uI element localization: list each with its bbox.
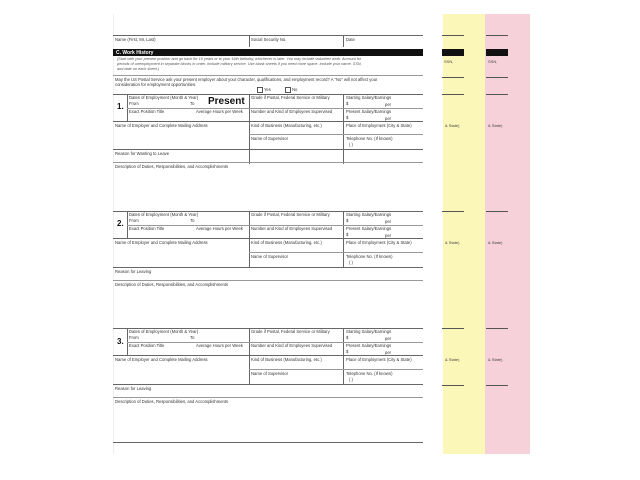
- dollar-sign: $: [346, 232, 349, 237]
- yes-label: Yes: [264, 87, 271, 92]
- dollar-sign: $: [346, 218, 349, 223]
- divider: [343, 328, 344, 385]
- yellow-copy-sheet: [440, 14, 485, 454]
- starting-salary-label: Starting Salary/Earnings: [346, 212, 392, 217]
- present-salary-label: Present Salary/Earnings: [346, 226, 392, 231]
- contact-question-line-2: consideration for employment opportunities.: [115, 82, 197, 87]
- instructions-line-3: and date on each sheet.): [117, 67, 160, 71]
- form-bottom-rule: [113, 442, 423, 443]
- to-label: To: [190, 218, 195, 223]
- phone-area-code: ( ): [349, 377, 353, 382]
- present-handwritten-value: Present: [208, 96, 245, 107]
- section-header-work-history: [113, 49, 423, 56]
- rule: [113, 384, 423, 385]
- contact-question-line-1: May the US Postal Service ask your present employer about your character, qualifications, and employment record? A "No" will not affect your: [115, 77, 378, 82]
- block-number: 1.: [117, 102, 124, 111]
- dates-label: Dates of Employment (Month & Year): [129, 329, 199, 334]
- starting-salary-label: Starting Salary/Earnings: [346, 329, 392, 334]
- per-label: per: [385, 350, 392, 355]
- yellow-rule: [442, 35, 464, 36]
- kind-business-label: Kind of Business (Manufacturing, etc.): [251, 357, 322, 362]
- from-label: From: [129, 335, 139, 340]
- from-label: From: [129, 101, 139, 106]
- present-salary-label: Present Salary/Earnings: [346, 343, 392, 348]
- yellow-state-stub-1: & State): [445, 123, 460, 128]
- pink-state-stub-3: & State): [488, 357, 503, 362]
- per-label: per: [385, 116, 392, 121]
- grade-label: Grade if Postal, Federal Service or Military: [251, 212, 330, 217]
- from-label: From: [129, 218, 139, 223]
- supervisor-label: Name of Supervisor: [251, 371, 289, 376]
- pink-rule: [486, 328, 508, 329]
- kind-business-label: Kind of Business (Manufacturing, etc.): [251, 123, 322, 128]
- avg-hours-label: Average Hours per Week: [196, 226, 243, 231]
- divider: [249, 94, 250, 164]
- reason-label: Reason for Leaving: [115, 386, 152, 391]
- no-label: No: [292, 87, 298, 92]
- divider: [249, 328, 250, 385]
- pink-rule: [486, 35, 508, 36]
- employer-label: Name of Employer and Complete Mailing Address: [115, 240, 208, 245]
- pink-rule: [486, 77, 508, 78]
- pink-rule: [486, 211, 508, 212]
- supervisor-label: Name of Supervisor: [251, 254, 289, 259]
- rule: [113, 397, 423, 398]
- rule: [113, 121, 423, 122]
- no-checkbox[interactable]: [285, 87, 291, 93]
- yellow-section-bar-stub: [442, 49, 464, 56]
- present-salary-label: Present Salary/Earnings: [346, 109, 392, 114]
- dollar-sign: $: [346, 335, 349, 340]
- exact-title-label: Exact Position Title: [129, 226, 165, 231]
- description-label: Description of Duties, Responsibilities, and Accomplishments: [115, 164, 229, 169]
- rule: [113, 238, 423, 239]
- grade-label: Grade if Postal, Federal Service or Military: [251, 95, 330, 100]
- description-label: Description of Duties, Responsibilities, and Accomplishments: [115, 282, 229, 287]
- avg-hours-label: Average Hours per Week: [196, 109, 243, 114]
- to-label: To: [190, 101, 195, 106]
- pink-copy-sheet: [484, 14, 530, 454]
- reason-label: Reason for Wanting to Leave: [115, 151, 170, 156]
- pink-section-bar-stub: [486, 49, 508, 56]
- yellow-rule: [442, 385, 464, 386]
- pink-ssn-stub: SSN,: [488, 59, 498, 64]
- starting-salary-label: Starting Salary/Earnings: [346, 95, 392, 100]
- yellow-state-stub-2: & State): [445, 240, 460, 245]
- employees-supervised-label: Number and Kind of Employees Supervised: [251, 109, 333, 114]
- yellow-rule: [442, 77, 464, 78]
- yellow-state-stub-3: & State): [445, 357, 460, 362]
- kind-business-label: Kind of Business (Manufacturing, etc.): [251, 240, 322, 245]
- telephone-label: Telephone No. (If known): [346, 254, 393, 259]
- pink-rule: [486, 385, 508, 386]
- phone-area-code: ( ): [349, 260, 353, 265]
- reason-label: Reason for Leaving: [115, 269, 152, 274]
- employees-supervised-label: Number and Kind of Employees Supervised: [251, 343, 333, 348]
- employer-label: Name of Employer and Complete Mailing Address: [115, 357, 208, 362]
- phone-area-code: ( ): [349, 142, 353, 147]
- section-title: C. Work History: [116, 49, 154, 56]
- name-label: Name (First, MI, Last): [115, 37, 156, 42]
- divider: [249, 211, 250, 268]
- to-label: To: [190, 335, 195, 340]
- description-label: Description of Duties, Responsibilities, and Accomplishments: [115, 399, 229, 404]
- rule: [113, 280, 423, 281]
- telephone-label: Telephone No. (If known): [346, 136, 393, 141]
- per-label: per: [385, 219, 392, 224]
- dates-label: Dates of Employment (Month & Year): [129, 212, 199, 217]
- rule: [249, 252, 423, 253]
- dollar-sign: $: [346, 101, 349, 106]
- dollar-sign: $: [346, 349, 349, 354]
- rule: [113, 75, 423, 76]
- rule: [113, 162, 423, 163]
- grade-label: Grade if Postal, Federal Service or Military: [251, 329, 330, 334]
- divider: [343, 35, 344, 47]
- per-label: per: [385, 233, 392, 238]
- place-employment-label: Place of Employment (City & State): [346, 123, 412, 128]
- rule: [113, 355, 423, 356]
- dollar-sign: $: [346, 115, 349, 120]
- header-top-rule: [113, 35, 423, 36]
- yes-checkbox[interactable]: [257, 87, 263, 93]
- ssn-label: Social Security No.: [251, 37, 287, 42]
- employer-label: Name of Employer and Complete Mailing Address: [115, 123, 208, 128]
- telephone-label: Telephone No. (If known): [346, 371, 393, 376]
- exact-title-label: Exact Position Title: [129, 109, 165, 114]
- yellow-rule: [442, 328, 464, 329]
- place-employment-label: Place of Employment (City & State): [346, 240, 412, 245]
- instructions-line-1: (Start with your present position and go back for 10 years or to your 16th birthday, whichever is later. You may include volunteer work. Account for: [117, 57, 362, 61]
- employees-supervised-label: Number and Kind of Employees Supervised: [251, 226, 333, 231]
- pink-rule: [486, 94, 508, 95]
- divider: [249, 35, 250, 47]
- rule: [113, 267, 423, 268]
- divider: [343, 211, 344, 268]
- avg-hours-label: Average Hours per Week: [196, 343, 243, 348]
- exact-title-label: Exact Position Title: [129, 343, 165, 348]
- rule: [249, 134, 423, 135]
- supervisor-label: Name of Supervisor: [251, 136, 289, 141]
- per-label: per: [385, 336, 392, 341]
- yellow-ssn-stub: SSN,: [444, 59, 454, 64]
- date-label: Date: [346, 37, 355, 42]
- rule: [249, 369, 423, 370]
- rule: [113, 149, 423, 150]
- yellow-rule: [442, 94, 464, 95]
- instructions-line-2: periods of unemployment in separate blocks in order. Include military service. Use blank sheets if you need more space. Include your name, SSN,: [117, 62, 362, 66]
- pink-state-stub-1: & State): [488, 123, 503, 128]
- yellow-rule: [442, 211, 464, 212]
- place-employment-label: Place of Employment (City & State): [346, 357, 412, 362]
- block-number: 3.: [117, 337, 124, 346]
- dates-label: Dates of Employment (Month & Year): [129, 95, 199, 100]
- per-label: per: [385, 102, 392, 107]
- divider: [343, 94, 344, 164]
- block-number: 2.: [117, 219, 124, 228]
- pink-state-stub-2: & State): [488, 240, 503, 245]
